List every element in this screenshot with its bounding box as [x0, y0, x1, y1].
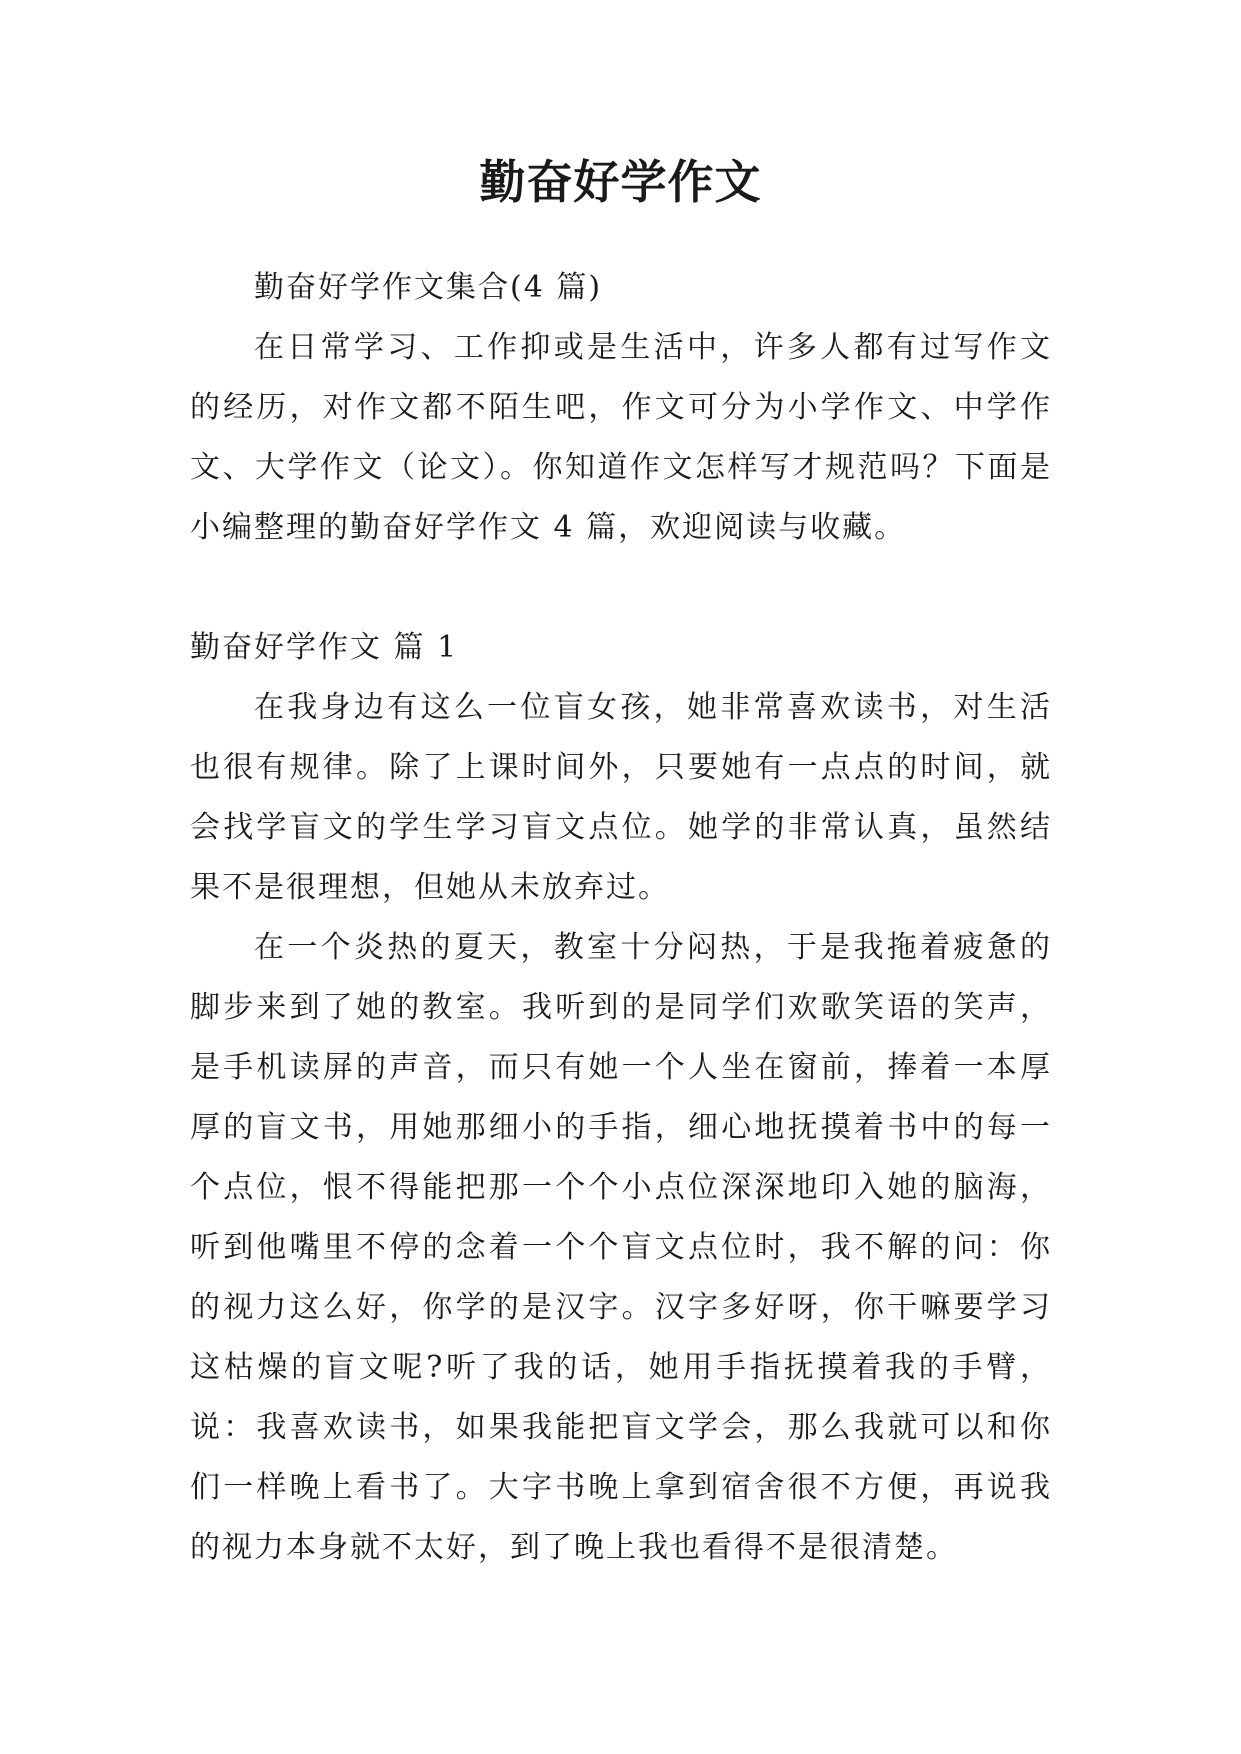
document-body — [190, 258, 1052, 1578]
body-paragraph: 在我身边有这么一位盲女孩，她非常喜欢读书，对生活也很有规律。除了上课时间外，只要她有一点点的时间，就会找学盲文的学生学习盲文点位。她学的非常认真，虽然结果不是很理想，但她从未放弃过。 — [190, 690, 1052, 905]
body-paragraph: 在一个炎热的夏天，教室十分闷热，于是我拖着疲惫的脚步来到了她的教室。我听到的是同学们欢歌笑语的笑声，是手机读屏的声音，而只有她一个人坐在窗前，捧着一本厚厚的盲文书，用她那细小的手指，细心地抚摸着书中的每一个点位，恨不得能把那一个个小点位深深地印入她的脑海，听到他嘴里不停的念着一个个盲文点位时，我不解的问：你的视力这么好，你学的是汉字。汉字多好呀，你干嘛要学习这枯燥的盲文呢?听了我的话，她用手指抚摸着我的手臂，说：我喜欢读书，如果我能把盲文学会，那么我就可以和你们一样晚上看书了。大字书晚上拿到宿舍很不方便，再说我的视力本身就不太好，到了晚上我也看得不是很清楚。 — [190, 930, 1052, 1565]
section-heading: 勤奋好学作文 篇 1 — [190, 630, 459, 665]
intro-paragraph: 在日常学习、工作抑或是生活中，许多人都有过写作文的经历，对作文都不陌生吧，作文可分为小学作文、中学作文、大学作文（论文）。你知道作文怎样写才规范吗？下面是小编整理的勤奋好学作文 4 篇，欢迎阅读与收藏。 — [190, 330, 1052, 545]
page-title: 勤奋好学作文 — [479, 155, 762, 209]
collection-line: 勤奋好学作文集合(4 篇) — [254, 270, 603, 305]
